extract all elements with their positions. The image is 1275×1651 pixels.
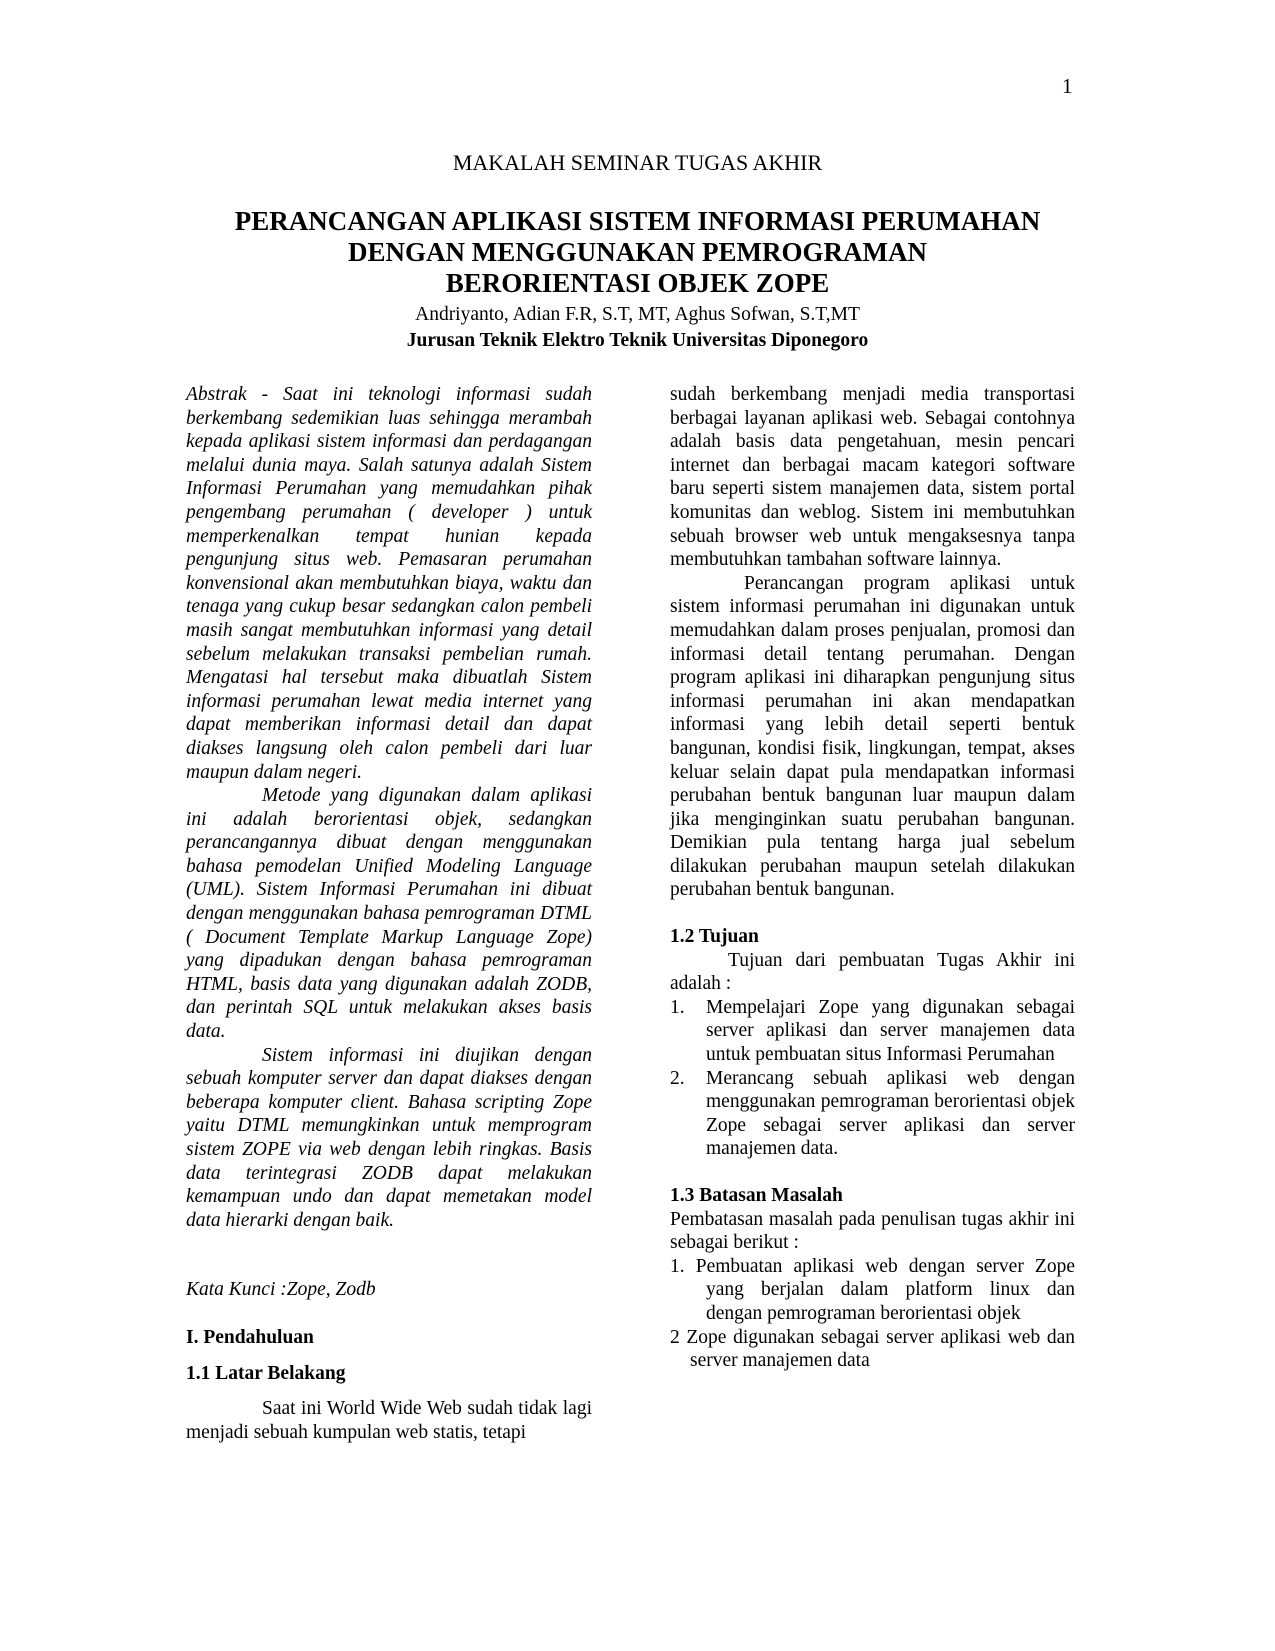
title-line: DENGAN MENGGUNAKAN PEMROGRAMAN [348, 237, 927, 267]
subsection-heading: 1.2 Tujuan [670, 926, 759, 948]
subsection-heading: 1.1 Latar Belakang [186, 1362, 346, 1384]
title-line: BERORIENTASI OBJEK ZOPE [445, 268, 830, 298]
abstract-paragraph: Metode yang digunakan dalam aplikasi ini adalah berorientasi objek, sedangkan perancangannya dibuat dengan menggunakan bahasa pemodelan Unified Modeling Language (UML). Sistem Informasi Perumahan ini dibuat dengan menggunakan bahasa pemrograman DTML ( Document Template Markup Language Zope) yang dipadukan dengan bahasa pemrograman HTML, basis data yang digunakan adalah ZODB, dan perintah SQL untuk melakukan akses basis data. [186, 785, 592, 1043]
list-item: 2 Zope digunakan sebagai server aplikasi web dan server manajemen data [670, 1326, 1075, 1372]
list-number: 1. [670, 996, 685, 1018]
body-paragraph: Perancangan program aplikasi untuk sistem informasi perumahan ini digunakan untuk memudahkan dalam proses penjualan, promosi dan informasi detail tentang perumahan. Dengan program aplikasi ini diharapkan pengunjung situs informasi perumahan ini akan mendapatkan informasi yang lebih detail seperti bentuk bangunan, kondisi fisik, lingkungan, tempat, akses keluar selain dapat pula mendapatkan informasi perubahan bentuk bangunan luar maupun dalam jika menginginkan suatu perubahan bangunan. Demikian pula tentang harga jual sebelum dilakukan perubahan maupun setelah dilakukan perubahan bentuk bangunan. [670, 572, 1075, 901]
body-paragraph: Saat ini World Wide Web sudah tidak lagi menjadi sebuah kumpulan web statis, tetapi [186, 1398, 592, 1443]
title-line: PERANCANGAN APLIKASI SISTEM INFORMASI PERUMAHAN [234, 206, 1041, 236]
list-item [670, 996, 1075, 1067]
paper-title [0, 206, 1275, 299]
series-title: MAKALAH SEMINAR TUGAS AKHIR [452, 150, 823, 175]
list-number: 2. [670, 1067, 685, 1089]
body-paragraph: Tujuan dari pembuatan Tugas Akhir ini adalah : [670, 949, 1075, 995]
right-column [670, 383, 1075, 1373]
list-item [670, 1067, 1075, 1161]
body-paragraph: sudah berkembang menjadi media transportasi berbagai layanan aplikasi web. Sebagai contohnya adalah basis data pengetahuan, mesin pencari internet dan berbagai macam kategori software baru seperti sistem manajemen data, sistem portal komunitas dan weblog. Sistem ini membutuhkan sebuah browser web untuk mengaksesnya tanpa membutuhkan tambahan software lainnya. [670, 384, 1075, 571]
keywords: Kata Kunci :Zope, Zodb [186, 1279, 376, 1301]
subsection-heading: 1.3 Batasan Masalah [670, 1185, 843, 1206]
left-column [186, 383, 592, 1444]
list-text: Mempelajari Zope yang digunakan sebagai server aplikasi dan server manajemen data untuk pembuatan situs Informasi Perumahan [706, 996, 1075, 1066]
affiliation: Jurusan Teknik Elektro Teknik Universitas Diponegoro [406, 330, 869, 351]
abstract-paragraph: Abstrak - Saat ini teknologi informasi sudah berkembang sedemikian luas sehingga merambah kepada aplikasi sistem informasi dan perdagangan melalui dunia maya. Salah satunya adalah Sistem Informasi Perumahan yang memudahkan pihak pengembang perumahan ( developer ) untuk memperkenalkan tempat hunian kepada pengunjung situs web. Pemasaran perumahan konvensional akan membutuhkan biaya, waktu dan tenaga yang cukup besar sedangkan calon pembeli masih sangat membutuhkan informasi yang detail sebelum melakukan transaksi pembelian rumah. Mengatasi hal tersebut maka dibuatlah Sistem informasi perumahan lewat media internet yang dapat memberikan informasi detail dan dapat diakses langsung oleh calon pembeli dari luar maupun dalam negeri. [186, 384, 592, 783]
list-item: 1. Pembuatan aplikasi web dengan server Zope yang berjalan dalam platform linux dan dengan pemrograman berorientasi objek [670, 1255, 1075, 1324]
list-text: Merancang sebuah aplikasi web dengan menggunakan pemrograman berorientasi objek Zope sebagai server aplikasi dan server manajemen data. [706, 1067, 1075, 1160]
section-heading: I. Pendahuluan [186, 1326, 314, 1348]
authors: Andriyanto, Adian F.R, S.T, MT, Aghus Sofwan, S.T,MT [415, 304, 860, 325]
abstract-paragraph: Sistem informasi ini diujikan dengan sebuah komputer server dan dapat diakses dengan beberapa komputer client. Bahasa scripting Zope yaitu DTML memungkinkan untuk memprogram sistem ZOPE via web dengan lebih ringkas. Basis data terintegrasi ZODB dapat melakukan kemampuan undo dan dapat memetakan model data hierarki dengan baik. [186, 1044, 592, 1231]
body-paragraph: Pembatasan masalah pada penulisan tugas akhir ini sebagai berikut : [670, 1208, 1075, 1254]
page-number: 1 [1062, 74, 1073, 98]
